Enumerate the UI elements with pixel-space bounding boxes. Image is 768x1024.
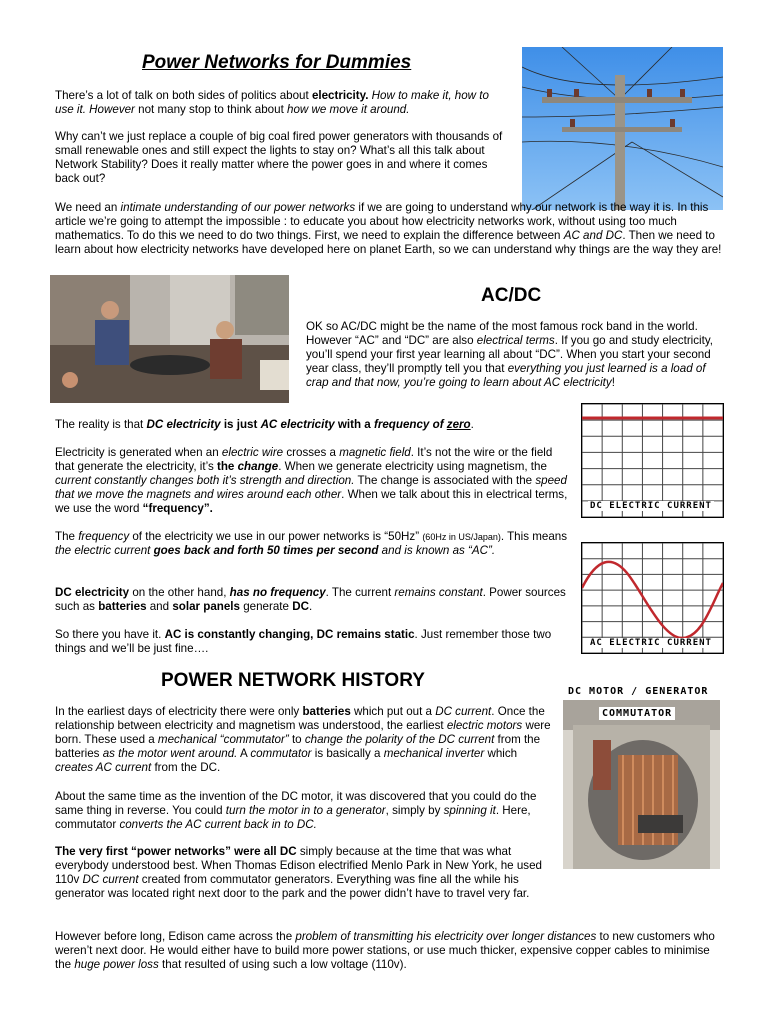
history-paragraph-4	[55, 930, 725, 972]
text-run: were born. These used a	[55, 719, 551, 746]
text-run: The	[55, 530, 79, 543]
text-run: The change is associated with the	[354, 474, 536, 487]
text-run: zero	[446, 418, 471, 431]
ac-current-graph	[581, 542, 724, 654]
text-run: electrical terms	[476, 334, 555, 347]
text-run: Electricity is generated when an	[55, 446, 222, 459]
text-run: . Just remember those two things and we’ll be just fine….	[55, 628, 552, 655]
text-run: . Power sources such as	[55, 586, 566, 613]
text-run: speed that we move the magnets and wires around each other	[55, 474, 567, 501]
text-run: creates AC current	[55, 761, 152, 774]
text-run: commutator	[250, 747, 312, 760]
text-run: electricity.	[311, 89, 369, 102]
text-run: There’s a lot of talk on both sides of politics about	[55, 89, 312, 102]
text-run: DC electricity	[55, 586, 130, 599]
text-run: everything you just learned is a load of crap and that now, you’re going to learn about AC electricity	[306, 362, 706, 389]
text-run: mechanical “commutator”	[157, 733, 289, 746]
text-run: How to make it, how to use it.	[55, 89, 489, 116]
text-run: AC and DC	[563, 229, 623, 242]
text-run: intimate understanding of our power networks	[120, 201, 356, 214]
text-run: However before long, Edison came across the	[55, 930, 296, 943]
text-run: Why can’t we just replace a couple of big coal fired power generators with thousands of small renewable ones and still expect the lights to stay on? What’s all this talk about Network Stability? Does it really matter where the power goes in and where it comes back out?	[55, 130, 503, 185]
text-run: if we are going to understand why our network is the way it is. In this article we’re going to attempt the impossible : to educate you about how electricity networks work, without using too much mathematics. To do this we need to do two things. First, we need to explain the difference between	[55, 201, 709, 242]
acdc-paragraph-5	[55, 586, 570, 614]
text-run: .	[308, 600, 313, 613]
text-run: change	[237, 460, 279, 473]
text-run: !	[611, 376, 615, 389]
text-run: . If you go and study electricity, you’ll spend your first year learning all about “DC”. When you start your second year class, they’ll promptly tell you that	[306, 334, 714, 375]
text-run: of	[429, 418, 447, 431]
text-run: which	[484, 747, 518, 760]
page-title: Power Networks for Dummies	[142, 52, 412, 73]
acdc-heading: AC/DC	[481, 285, 542, 306]
acdc-paragraph-1	[306, 320, 718, 390]
text-run: However	[89, 103, 135, 116]
text-run: DC current	[435, 705, 492, 718]
text-run: generate	[239, 600, 293, 613]
text-run: crosses a	[283, 446, 340, 459]
history-paragraph-3	[55, 845, 555, 901]
text-run: frequency	[373, 418, 430, 431]
dc-graph-caption: DC ELECTRIC CURRENT	[590, 501, 712, 511]
text-run: and is known as “AC”.	[378, 544, 496, 557]
text-run: “frequency”.	[142, 502, 213, 515]
text-run: frequency	[78, 530, 130, 543]
text-run: batteries	[98, 600, 147, 613]
history-paragraph-1	[55, 705, 555, 775]
text-run: current constantly changes both it’s strength and direction.	[55, 474, 355, 487]
power-pole-photo	[522, 47, 723, 210]
ac-graph-caption: AC ELECTRIC CURRENT	[590, 638, 712, 648]
text-run: magnetic field	[339, 446, 411, 459]
history-paragraph-2	[55, 790, 555, 832]
text-run: A	[237, 747, 251, 760]
text-run: as the motor went around.	[102, 747, 238, 760]
text-run: .	[470, 418, 474, 431]
text-run: to new customers who weren’t next door. He would either have to build more power stations, or use much thicker, expensive copper cables to minimise the	[55, 930, 715, 971]
text-run: goes back and forth 50 times per second	[153, 544, 379, 557]
text-run: turn the motor in to a generator	[225, 804, 386, 817]
text-run: DC electricity	[146, 418, 221, 431]
text-run: is just	[220, 418, 261, 431]
text-run: , simply by	[385, 804, 444, 817]
acdc-paragraph-3	[55, 446, 570, 516]
text-run: . When we generate electricity using magnetism, the	[278, 460, 547, 473]
text-run: to	[288, 733, 305, 746]
text-run: and	[146, 600, 173, 613]
text-run: DC current	[82, 873, 139, 886]
text-run: . When we talk about this in electrical terms, we use the word	[55, 488, 568, 515]
motor-caption: DC MOTOR / GENERATOR	[568, 686, 709, 697]
intro-paragraph-2	[55, 130, 515, 186]
text-run: that resulted of using such a low voltage (110v).	[158, 958, 407, 971]
acdc-paragraph-2	[55, 418, 570, 432]
text-run: batteries	[302, 705, 351, 718]
acdc-paragraph-6	[55, 628, 570, 656]
text-run: solar panels	[172, 600, 240, 613]
text-run: change the polarity of the DC current	[304, 733, 495, 746]
text-run: from the DC.	[151, 761, 221, 774]
acdc-band-photo	[50, 275, 289, 403]
text-run: We need an	[55, 201, 121, 214]
text-run: About the same time as the invention of the DC motor, it was discovered that you could do the same thing in reverse. You could	[55, 790, 537, 817]
intro-paragraph-3	[55, 201, 725, 257]
history-heading: POWER NETWORK HISTORY	[161, 670, 425, 691]
text-run: . This means	[500, 530, 568, 543]
text-run: huge power loss	[74, 958, 159, 971]
text-run: The very first “power networks” were all DC	[55, 845, 297, 858]
text-run: . Once the relationship between electricity and magnetism was understood, the earliest	[55, 705, 545, 732]
text-run: In the earliest days of electricity there were only	[55, 705, 303, 718]
text-run: electric wire	[221, 446, 284, 459]
text-run: DC	[292, 600, 309, 613]
text-run: from the batteries	[55, 733, 541, 760]
text-run: how we move it around.	[287, 103, 410, 116]
text-run: is basically a	[311, 747, 384, 760]
text-run: created from commutator generators. Everything was fine all the while his generator was located right next door to the park and the power didn’t have to travel very far.	[55, 873, 530, 900]
text-run: remains constant	[394, 586, 483, 599]
text-run: converts the AC current back in to DC.	[119, 818, 317, 831]
text-run: . Here, commutator	[55, 804, 531, 831]
dc-motor-photo	[563, 700, 720, 869]
text-run: AC is constantly changing, DC remains static	[164, 628, 415, 641]
text-run: the	[216, 460, 235, 473]
text-run: electric motors	[446, 719, 523, 732]
text-run: which put out a	[350, 705, 436, 718]
text-run: with a	[334, 418, 374, 431]
text-run: So there you have it.	[55, 628, 165, 641]
text-run: (60Hz in US/Japan)	[422, 532, 501, 542]
text-run: of the electricity we use in our power networks is “50Hz”	[129, 530, 423, 543]
text-run: The reality is that	[55, 418, 147, 431]
text-run: problem of transmitting his electricity over longer distances	[295, 930, 597, 943]
text-run: on the other hand,	[129, 586, 230, 599]
ac-graph-canvas	[582, 543, 723, 653]
text-run: mechanical inverter	[383, 747, 485, 760]
text-run: . Then we need to learn about how electricity networks have developed here on planet Earth, so we can understand why things are the way they are!	[55, 229, 722, 256]
text-run: spinning it	[443, 804, 496, 817]
intro-paragraph-1	[55, 89, 503, 117]
text-run: . The current	[325, 586, 395, 599]
text-run: the electric current	[55, 544, 154, 557]
dc-current-graph	[581, 403, 724, 518]
text-run: has no frequency	[229, 586, 326, 599]
text-run: OK so AC/DC might be the name of the most famous rock band in the world. However “AC” and “DC” are also	[306, 320, 698, 347]
text-run: not many stop to think about	[134, 103, 288, 116]
text-run: simply because at the time that was what everybody understood best. When Thomas Edison electrified Menlo Park in New York, he used 110v	[55, 845, 542, 886]
acdc-paragraph-4	[55, 530, 570, 558]
text-run: AC electricity	[260, 418, 335, 431]
commutator-label: COMMUTATOR	[599, 707, 675, 720]
text-run: . It’s not the wire or the field that generate the electricity, it’s	[55, 446, 553, 473]
